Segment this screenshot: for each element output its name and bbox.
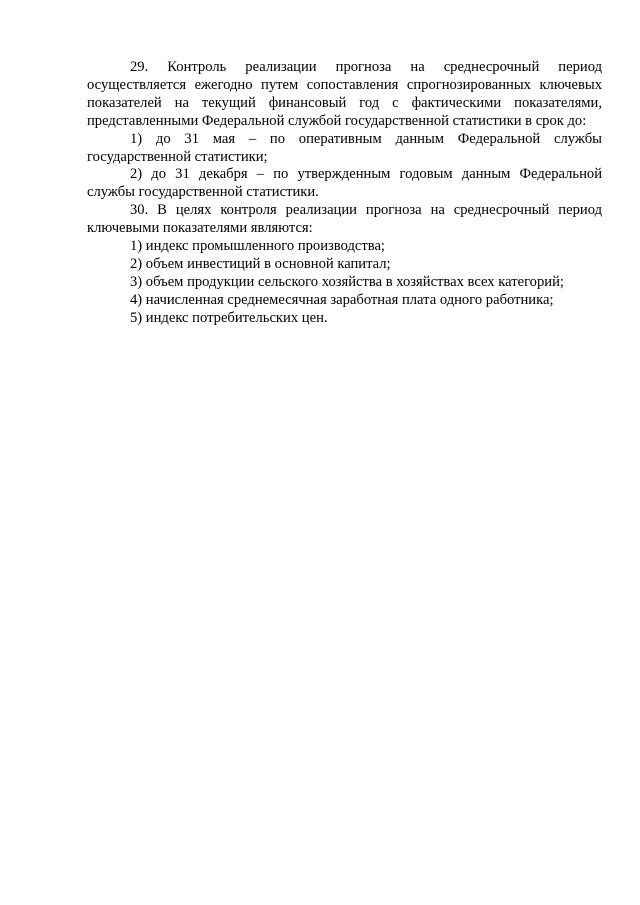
paragraph-29: 29. Контроль реализации прогноза на среднесрочный период осуществляется ежегодно путем сопоставления спрогнозированных ключевых показателей на текущий финансовый год с фактическими показателями, представленными Федеральной службой государственной статистики в срок до: [87, 59, 602, 129]
paragraph-30-item-4: 4) начисленная среднемесячная заработная плата одного работника; [130, 291, 554, 308]
document-body [87, 59, 602, 328]
paragraph-29-item-1: 1) до 31 мая – по оперативным данным Федеральной службы государственной статистики; [87, 130, 602, 165]
paragraph-30-item-2: 2) объем инвестиций в основной капитал; [130, 255, 391, 272]
paragraph-30-item-3: 3) объем продукции сельского хозяйства в хозяйствах всех категорий; [130, 273, 564, 290]
paragraph-30-item-5: 5) индекс потребительских цен. [130, 309, 328, 326]
paragraph-29-item-2: 2) до 31 декабря – по утвержденным годовым данным Федеральной службы государственной статистики. [87, 166, 602, 201]
paragraph-30: 30. В целях контроля реализации прогноза на среднесрочный период ключевыми показателями являются: [87, 202, 602, 237]
paragraph-30-item-1: 1) индекс промышленного производства; [130, 238, 385, 255]
